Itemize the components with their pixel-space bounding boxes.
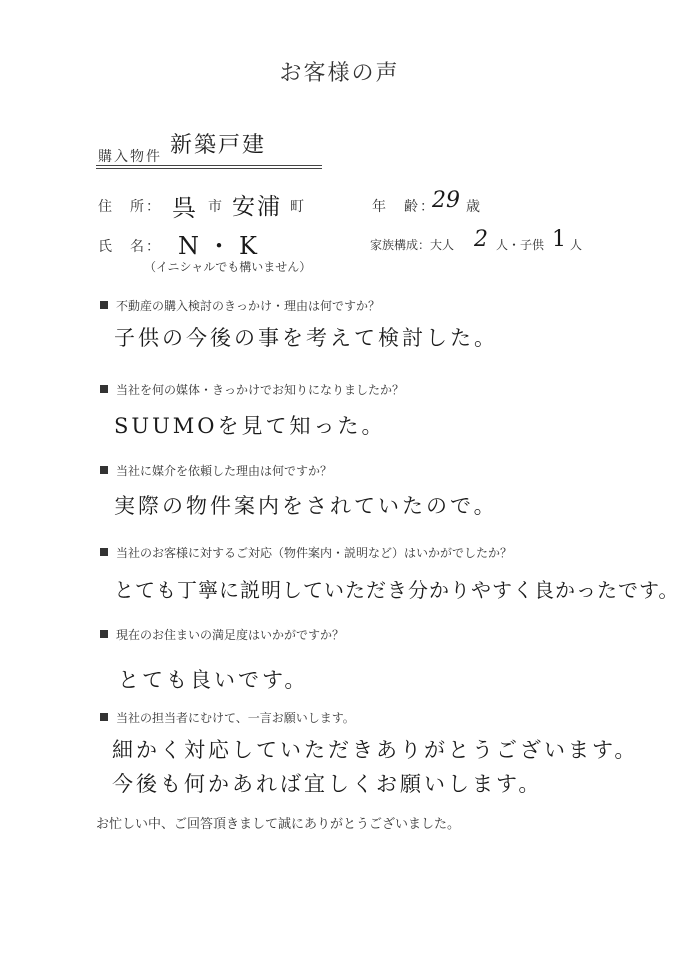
address-label: 住 所： — [98, 199, 162, 215]
address-town: 安浦 — [232, 194, 282, 220]
answer-5: とても良いです。 — [118, 668, 309, 692]
family-label: 家族構成：大人 — [370, 238, 455, 252]
answer-6-line-1: 細かく対応していただきありがとうございます。 — [112, 738, 639, 762]
property-underline — [96, 165, 322, 166]
address-city-unit: 市 — [208, 199, 224, 215]
age-unit: 歳 — [466, 199, 482, 215]
answer-1: 子供の今後の事を考えて検討した。 — [114, 326, 498, 350]
age-value: 29 — [432, 188, 460, 213]
answer-2: SUUMOを見て知った。 — [114, 414, 386, 438]
name-label: 氏 名： — [98, 239, 162, 255]
age-label: 年 齢： — [372, 199, 436, 215]
question-6: 当社の担当者にむけて、一言お願いします。 — [100, 709, 355, 726]
question-1: 不動産の購入検討のきっかけ・理由は何ですか？ — [100, 297, 380, 314]
property-underline-2 — [96, 168, 322, 169]
family-mid: 人・子供 — [496, 238, 545, 252]
bullet-icon — [100, 548, 108, 556]
question-4: 当社のお客様に対するご対応（物件案内・説明など）はいかがでしたか？ — [100, 544, 512, 561]
family-adults: 2 — [474, 227, 488, 252]
bullet-icon — [100, 301, 108, 309]
family-unit: 人 — [570, 238, 583, 252]
question-3: 当社に媒介を依頼した理由は何ですか？ — [100, 462, 332, 479]
answer-6-line-2: 今後も何かあれば宜しくお願いします。 — [112, 772, 543, 796]
address-city: 呉 — [172, 194, 196, 222]
answer-3: 実際の物件案内をされていたので。 — [114, 494, 498, 518]
question-2: 当社を何の媒体・きっかけでお知りになりましたか？ — [100, 381, 404, 398]
name-note: （イニシャルでも構いません） — [144, 260, 312, 274]
bullet-icon — [100, 713, 108, 721]
bullet-icon — [100, 466, 108, 474]
closing-message: お忙しい中、ご回答頂きまして誠にありがとうございました。 — [96, 817, 461, 832]
question-5: 現在のお住まいの満足度はいかがですか？ — [100, 626, 344, 643]
property-value: 新築戸建 — [170, 133, 267, 158]
property-label: 購入物件 — [98, 149, 162, 165]
name-value: N・K — [178, 232, 265, 260]
page-title: お客様の声 — [279, 61, 400, 86]
bullet-icon — [100, 630, 108, 638]
family-children: 1 — [552, 227, 566, 252]
address-town-unit: 町 — [290, 199, 306, 215]
answer-4: とても丁寧に説明していただき分かりやすく良かったです。 — [114, 578, 679, 602]
bullet-icon — [100, 385, 108, 393]
